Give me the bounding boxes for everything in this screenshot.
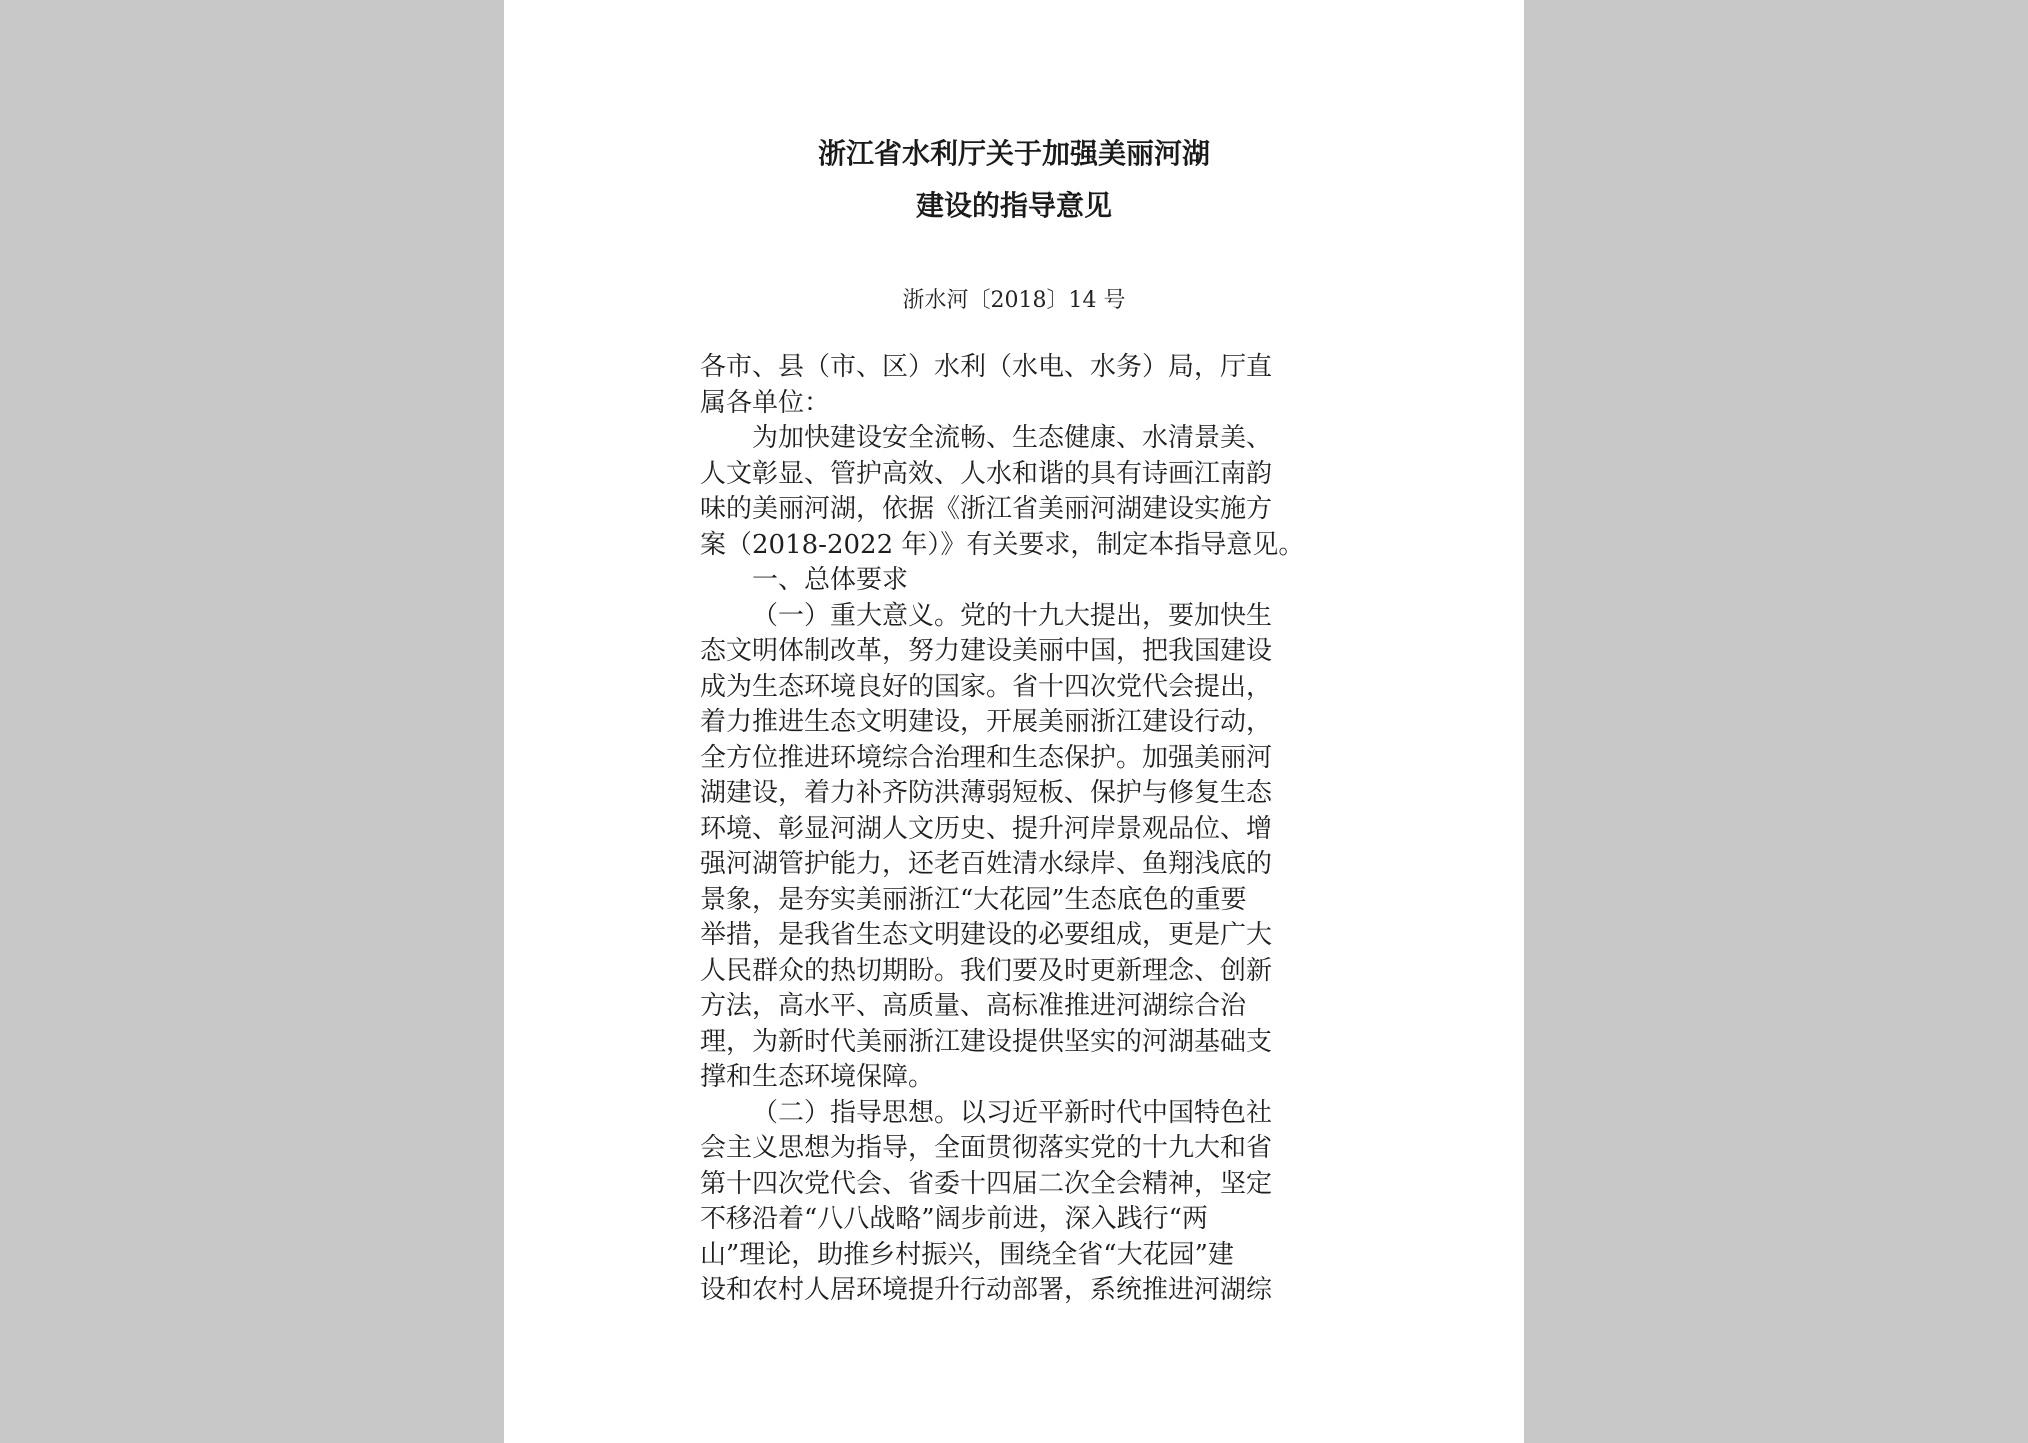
body-line: 第十四次党代会、省委十四届二次全会精神，坚定 <box>700 1168 1273 1199</box>
body-line: 人文彰显、管护高效、人水和谐的具有诗画江南韵 <box>700 458 1273 489</box>
body-line: 各市、县（市、区）水利（水电、水务）局，厅直 <box>700 352 1273 382</box>
document-title <box>504 128 1524 232</box>
body-line: 态文明体制改革，努力建设美丽中国，把我国建设 <box>700 636 1273 666</box>
body-line: 撑和生态环境保障。 <box>700 1062 935 1092</box>
body-line: 属各单位： <box>700 387 831 418</box>
body-line: 举措，是我省生态文明建设的必要组成，更是广大 <box>700 920 1273 950</box>
document-page <box>504 0 1524 1443</box>
body-line: 不移沿着“八八战略”阔步前进，深入践行“两 <box>700 1204 1208 1234</box>
body-line: 环境、彰显河湖人文历史、提升河岸景观品位、增 <box>700 813 1273 844</box>
title-line-1: 浙江省水利厅关于加强美丽河湖 <box>817 137 1210 170</box>
body-line: 山”理论，助推乡村振兴，围绕全省“大花园”建 <box>700 1239 1234 1270</box>
body-line: 着力推进生态文明建设，开展美丽浙江建设行动， <box>700 707 1273 737</box>
body-line: 会主义思想为指导，全面贯彻落实党的十九大和省 <box>700 1133 1273 1163</box>
body-line: （一）重大意义。党的十九大提出，要加快生 <box>752 600 1273 631</box>
body-line: 方法，高水平、高质量、高标准推进河湖综合治 <box>700 991 1247 1021</box>
body-line: 全方位推进环境综合治理和生态保护。加强美丽河 <box>700 742 1273 773</box>
body-line: 为加快建设安全流畅、生态健康、水清景美、 <box>752 423 1273 453</box>
body-line: 景象，是夯实美丽浙江“大花园”生态底色的重要 <box>700 884 1247 915</box>
body-line: 案（2018-2022 年）》有关要求，制定本指导意见。 <box>700 529 1305 560</box>
body-line: 湖建设，着力补齐防洪薄弱短板、保护与修复生态 <box>700 778 1273 808</box>
document-body <box>700 350 1340 1309</box>
body-line: 一、总体要求 <box>752 565 909 595</box>
body-line: 人民群众的热切期盼。我们要及时更新理念、创新 <box>700 955 1273 986</box>
body-line: （二）指导思想。以习近平新时代中国特色社 <box>752 1097 1273 1128</box>
body-line: 成为生态环境良好的国家。省十四次党代会提出， <box>700 671 1273 702</box>
body-line: 强河湖管护能力，还老百姓清水绿岸、鱼翔浅底的 <box>700 849 1273 879</box>
body-line: 设和农村人居环境提升行动部署，系统推进河湖综 <box>700 1275 1273 1305</box>
body-line: 理，为新时代美丽浙江建设提供坚实的河湖基础支 <box>700 1026 1273 1057</box>
title-line-2: 建设的指导意见 <box>915 189 1112 222</box>
body-line: 味的美丽河湖，依据《浙江省美丽河湖建设实施方 <box>700 494 1273 524</box>
document-number: 浙水河〔2018〕14 号 <box>902 288 1126 313</box>
